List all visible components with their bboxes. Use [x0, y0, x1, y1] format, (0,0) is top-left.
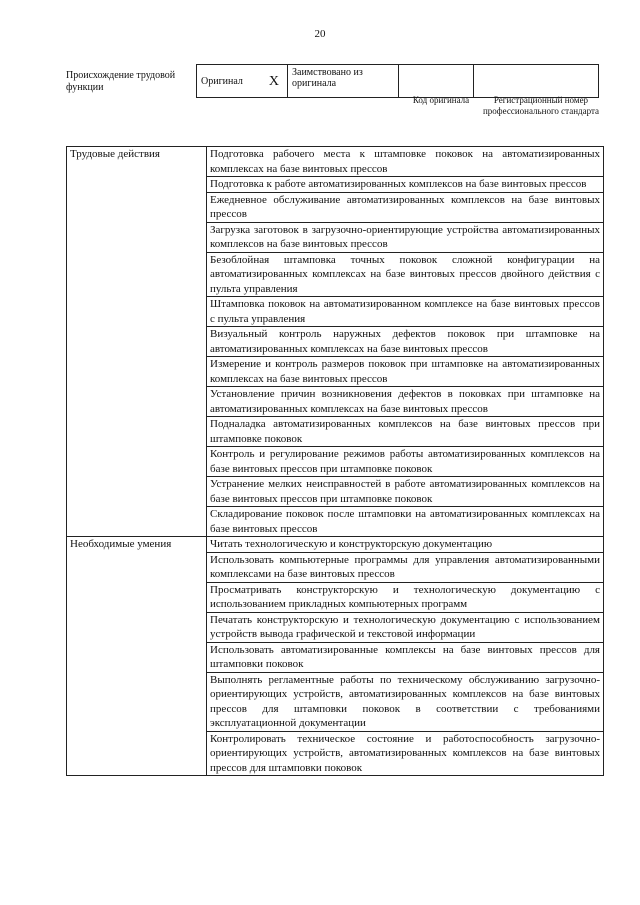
skill-category-cell [67, 552, 207, 582]
skill-row [67, 672, 604, 731]
function-table [66, 146, 604, 776]
labor-action-row [67, 192, 604, 222]
labor-action-row [67, 147, 604, 177]
skill-item: Просматривать конструкторскую и технологическую документацию с использованием прикладных компьютерных программ [207, 582, 604, 612]
skill-row [67, 642, 604, 672]
labor-action-row [67, 417, 604, 447]
labor-action-category-cell [67, 447, 207, 477]
labor-action-row [67, 327, 604, 357]
labor-action-category-cell [67, 507, 207, 537]
labor-action-row [67, 177, 604, 193]
skill-category-cell [67, 672, 207, 731]
code-cell [399, 65, 474, 98]
skill-item: Использовать автоматизированные комплексы на базе винтовых прессов для штамповки поковок [207, 642, 604, 672]
labor-action-category-label: Трудовые действия [67, 147, 207, 177]
labor-action-category-cell [67, 477, 207, 507]
skill-item: Использовать компьютерные программы для управления автоматизированными комплексами на базе винтовых прессов [207, 552, 604, 582]
reg-number-cell [474, 65, 599, 98]
skill-row [67, 731, 604, 776]
skill-category-cell [67, 642, 207, 672]
skill-category-cell [67, 731, 207, 776]
skill-row [67, 537, 604, 553]
borrowed-label: Заимствовано из оригинала [288, 65, 399, 98]
labor-action-row [67, 357, 604, 387]
labor-action-item: Контроль и регулирование режимов работы автоматизированных комплексов на базе винтовых прессов при штамповке поковок [207, 447, 604, 477]
labor-action-item: Устранение мелких неисправностей в работе автоматизированных комплексов на базе винтовых прессов при штамповке поковок [207, 477, 604, 507]
code-caption: Код оригинала [412, 95, 470, 105]
labor-action-row [67, 477, 604, 507]
labor-action-item: Подготовка рабочего места к штамповке поковок на автоматизированных комплексах на базе винтовых прессов [207, 147, 604, 177]
origin-table [196, 64, 599, 98]
labor-action-category-cell [67, 387, 207, 417]
labor-action-category-cell [67, 357, 207, 387]
labor-action-row [67, 297, 604, 327]
labor-action-category-cell [67, 297, 207, 327]
labor-action-item: Загрузка заготовок в загрузочно-ориентирующие устройства автоматизированных комплексов на базе винтовых прессов [207, 222, 604, 252]
labor-action-item: Штамповка поковок на автоматизированном комплексе на базе винтовых прессов с пульта управления [207, 297, 604, 327]
labor-action-category-cell [67, 252, 207, 297]
reg-number-caption: Регистрационный номер профессионального стандарта [482, 95, 600, 116]
origin-label: Происхождение трудовой функции [66, 70, 176, 93]
skill-row [67, 612, 604, 642]
skill-row [67, 552, 604, 582]
skill-category-cell [67, 612, 207, 642]
skill-item: Выполнять регламентные работы по техническому обслуживанию загрузочно-ориентирующих устройств, автоматизированных комплексов на базе винтовых прессов для штамповки поковок в соответствии с требованиями эксплуатационной документации [207, 672, 604, 731]
labor-action-item: Безоблойная штамповка точных поковок сложной конфигурации на автоматизированных комплексах на базе винтовых прессов двойного действия с пульта управления [207, 252, 604, 297]
original-cell [197, 65, 288, 98]
labor-action-row [67, 447, 604, 477]
labor-action-category-cell [67, 327, 207, 357]
labor-action-row [67, 507, 604, 537]
labor-action-item: Установление причин возникновения дефектов в поковках при штамповке на автоматизированных комплексах на базе винтовых прессов [207, 387, 604, 417]
original-label: Оригинал [201, 75, 243, 87]
labor-action-row [67, 252, 604, 297]
labor-action-item: Измерение и контроль размеров поковок при штамповке на автоматизированных комплексах на базе винтовых прессов [207, 357, 604, 387]
labor-action-item: Складирование поковок после штамповки на автоматизированных комплексах на базе винтовых прессов [207, 507, 604, 537]
labor-action-row [67, 387, 604, 417]
labor-action-category-cell [67, 192, 207, 222]
page-number: 20 [314, 28, 326, 40]
labor-action-item: Визуальный контроль наружных дефектов поковок при штамповке на автоматизированных комплексах на базе винтовых прессов [207, 327, 604, 357]
skill-category-label: Необходимые умения [67, 537, 207, 553]
skill-item: Читать технологическую и конструкторскую документацию [207, 537, 604, 553]
skill-item: Контролировать техническое состояние и работоспособность загрузочно-ориентирующих устройств, автоматизированных комплексов на базе винтовых прессов для штамповки поковок [207, 731, 604, 776]
labor-action-category-cell [67, 177, 207, 193]
labor-action-item: Ежедневное обслуживание автоматизированных комплексов на базе винтовых прессов [207, 192, 604, 222]
labor-action-category-cell [67, 417, 207, 447]
labor-action-category-cell [67, 222, 207, 252]
labor-action-item: Подготовка к работе автоматизированных комплексов на базе винтовых прессов [207, 177, 604, 193]
skill-item: Печатать конструкторскую и технологическую документацию с использованием устройств вывода графической и текстовой информации [207, 612, 604, 642]
labor-action-row [67, 222, 604, 252]
labor-action-item: Подналадка автоматизированных комплексов на базе винтовых прессов при штамповке поковок [207, 417, 604, 447]
skill-row [67, 582, 604, 612]
original-mark: X [268, 73, 279, 89]
skill-category-cell [67, 582, 207, 612]
